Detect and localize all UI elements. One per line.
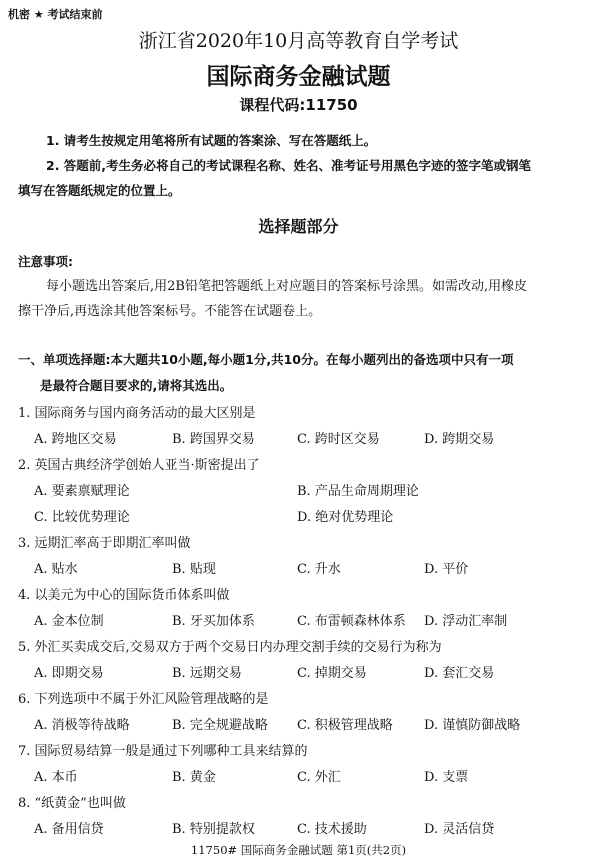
notes-line-2: 擦干净后,再选涂其他答案标号。不能答在试题卷上。 [18, 304, 322, 319]
option-d: D. 平价 [424, 562, 469, 577]
section-title: 选择题部分 [258, 217, 339, 236]
page-footer: 11750# 国际商务金融试题 第1页(共2页) [190, 843, 407, 857]
option-d: D. 套汇交易 [424, 666, 495, 681]
confidential-label: 机密 ★ 考试结束前 [8, 8, 103, 21]
option-b: B. 远期交易 [172, 666, 242, 681]
course-code: 课程代码:11750 [239, 96, 358, 114]
option-a: A. 消极等待战略 [34, 718, 130, 733]
question-stem: 6. 下列选项中不属于外汇风险管理战略的是 [18, 692, 269, 707]
option-d: D. 灵活信贷 [424, 822, 495, 837]
option-c: C. 掉期交易 [297, 666, 367, 681]
exam-title: 浙江省2020年10月高等教育自学考试 [138, 30, 459, 52]
option-c: C. 积极管理战略 [297, 718, 393, 733]
part1-heading: 一、单项选择题:本大题共10小题,每小题1分,共10分。在每小题列出的备选项中只有一项 [18, 352, 514, 367]
option-a: A. 本币 [34, 770, 78, 785]
instruction-2: 2. 答题前,考生务必将自己的考试课程名称、姓名、准考证号用黑色字迹的签字笔或钢笔 [46, 158, 532, 173]
instruction-2-cont: 填写在答题纸规定的位置上。 [18, 183, 181, 198]
question-stem: 4. 以美元为中心的国际货币体系叫做 [18, 588, 230, 603]
option-c: C. 升水 [297, 562, 341, 577]
option-d: D. 谨慎防御战略 [424, 718, 521, 733]
option-c: C. 跨时区交易 [297, 432, 380, 447]
option-d: D. 支票 [424, 770, 469, 785]
option-c: C. 布雷顿森林体系 [297, 614, 406, 629]
part1-heading-cont: 是最符合题目要求的,请将其选出。 [40, 378, 233, 393]
option-b: B. 黄金 [172, 770, 216, 785]
question-stem: 7. 国际贸易结算一般是通过下列哪种工具来结算的 [18, 744, 308, 759]
option-c: C. 外汇 [297, 770, 341, 785]
option-d: D. 浮动汇率制 [424, 614, 508, 629]
option-b: B. 贴现 [172, 562, 216, 577]
option-b: B. 牙买加体系 [172, 614, 255, 629]
paper-title: 国际商务金融试题 [206, 64, 391, 90]
instruction-1: 1. 请考生按规定用笔将所有试题的答案涂、写在答题纸上。 [46, 133, 377, 148]
option-b: B. 特别提款权 [172, 822, 255, 837]
option-a: A. 备用信贷 [34, 822, 104, 837]
question-stem: 3. 远期汇率高于即期汇率叫做 [18, 536, 191, 551]
option-c: C. 比较优势理论 [34, 510, 130, 525]
question-stem: 8. “纸黄金”也叫做 [18, 796, 126, 811]
notes-heading: 注意事项: [18, 254, 73, 269]
question-stem: 1. 国际商务与国内商务活动的最大区别是 [18, 406, 256, 421]
option-b: B. 完全规避战略 [172, 718, 268, 733]
notes-line-1: 每小题选出答案后,用2B铅笔把答题纸上对应题目的答案标号涂黑。如需改动,用橡皮 [46, 279, 528, 294]
question-stem: 2. 英国古典经济学创始人亚当·斯密提出了 [18, 458, 260, 473]
option-c: C. 技术援助 [297, 822, 367, 837]
option-d: D. 绝对优势理论 [297, 510, 394, 525]
option-a: A. 金本位制 [34, 614, 104, 629]
option-a: A. 跨地区交易 [34, 432, 117, 447]
option-d: D. 跨期交易 [424, 432, 495, 447]
option-a: A. 即期交易 [34, 666, 104, 681]
option-a: A. 要素禀赋理论 [34, 484, 130, 499]
question-stem: 5. 外汇买卖成交后,交易双方于两个交易日内办理交割手续的交易行为称为 [18, 640, 442, 655]
option-a: A. 贴水 [34, 562, 78, 577]
option-b: B. 产品生命周期理论 [297, 484, 419, 499]
option-b: B. 跨国界交易 [172, 432, 255, 447]
